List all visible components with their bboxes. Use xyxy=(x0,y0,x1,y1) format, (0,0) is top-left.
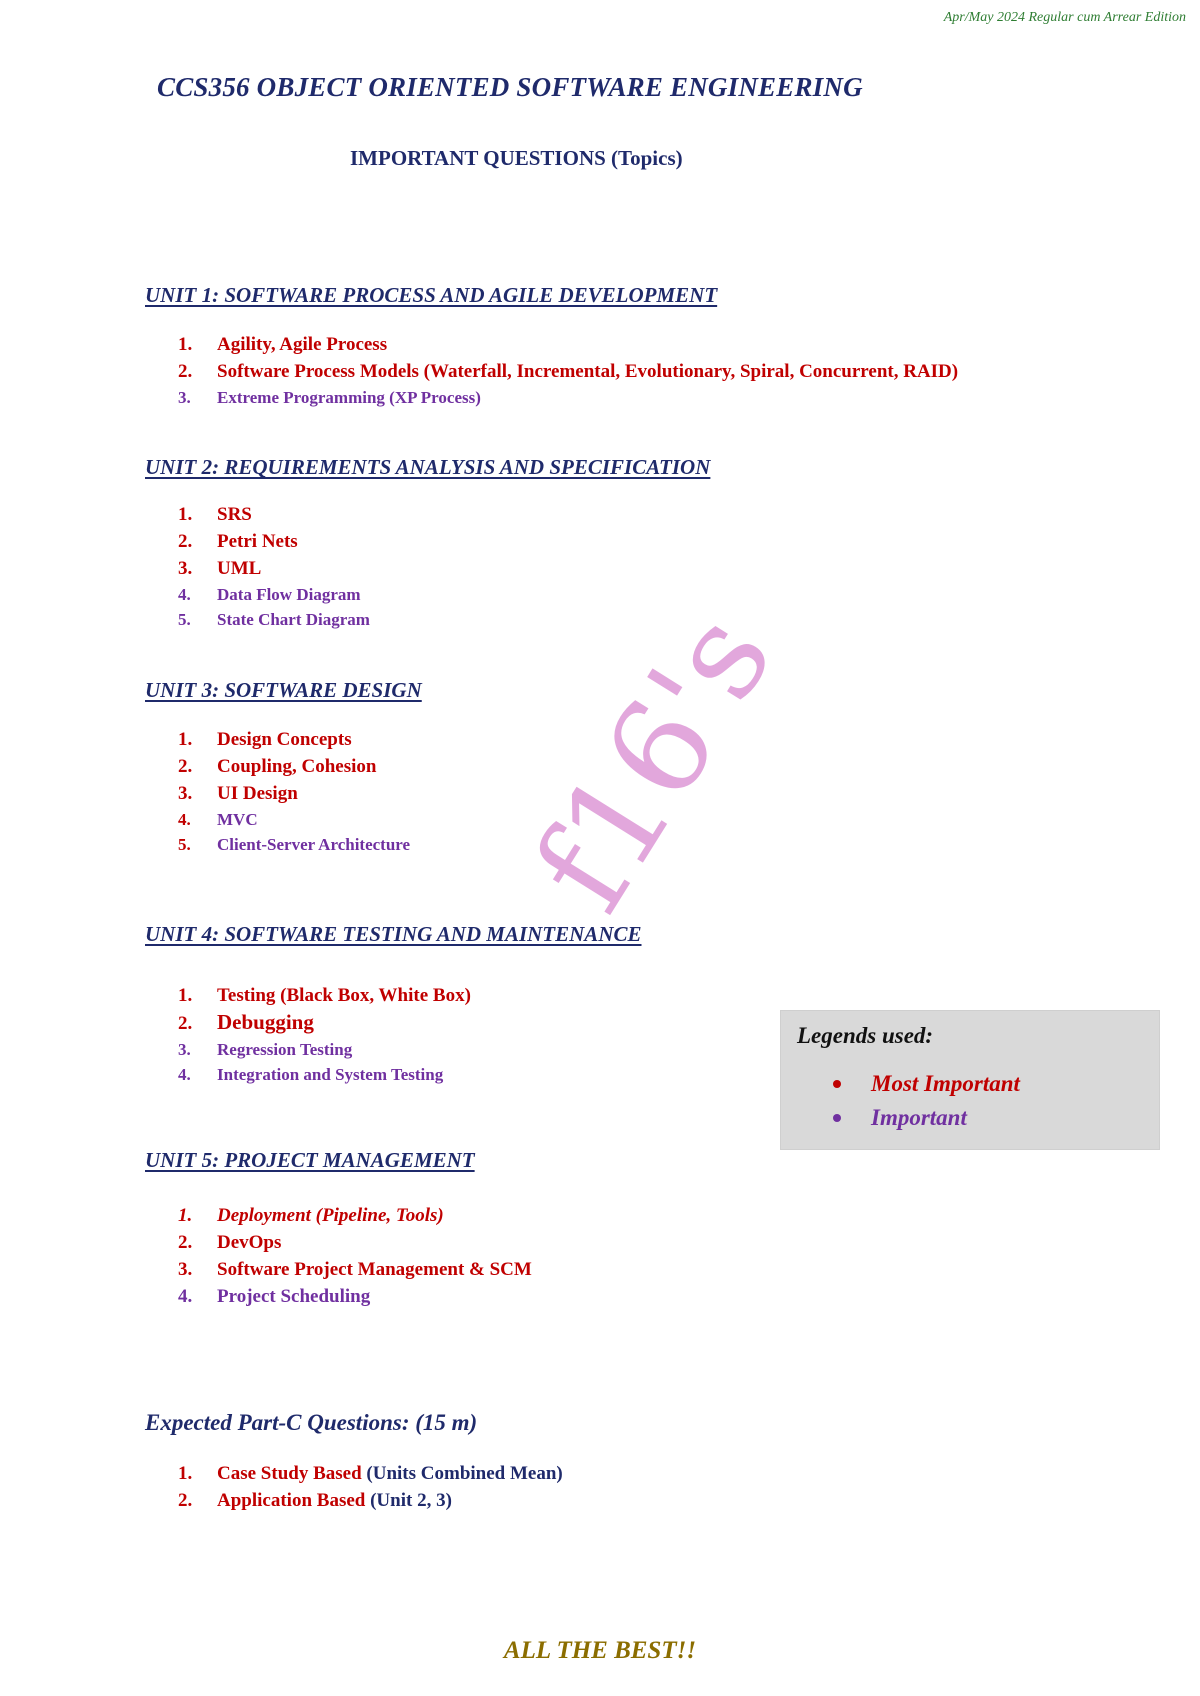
legend-box xyxy=(780,1010,1160,1150)
bullet-icon xyxy=(833,1080,841,1088)
part-c-topics xyxy=(178,1460,563,1514)
page-subtitle: IMPORTANT QUESTIONS (Topics) xyxy=(350,146,683,170)
closing-message: ALL THE BEST!! xyxy=(503,1637,697,1664)
list-item: 3. Software Project Management & SCM xyxy=(178,1259,532,1280)
unit-2-topics xyxy=(178,501,370,632)
list-item: 2. Application Based (Unit 2, 3) xyxy=(178,1490,452,1511)
list-item: 1. Design Concepts xyxy=(178,729,352,750)
list-item: 2. Debugging xyxy=(178,1010,314,1034)
list-item: 5. State Chart Diagram xyxy=(178,610,370,629)
part-c-heading: Expected Part-C Questions: (15 m) xyxy=(145,1410,478,1435)
unit-1-heading: UNIT 1: SOFTWARE PROCESS AND AGILE DEVELOPMENT xyxy=(145,283,718,307)
list-item: 2. Petri Nets xyxy=(178,531,298,552)
legend-item-most-important: Most Important xyxy=(833,1071,1020,1097)
unit-3-topics xyxy=(178,726,410,857)
unit-2-heading: UNIT 2: REQUIREMENTS ANALYSIS AND SPECIFICATION xyxy=(145,455,711,479)
edition-label: Apr/May 2024 Regular cum Arrear Edition xyxy=(943,10,1186,25)
unit-1-topics xyxy=(178,331,958,410)
list-item: 2. Coupling, Cohesion xyxy=(178,756,377,777)
list-item: 3. UI Design xyxy=(178,783,298,804)
list-item: 2. DevOps xyxy=(178,1232,282,1253)
unit-4-topics xyxy=(178,982,471,1087)
list-item: 4. Integration and System Testing xyxy=(178,1065,444,1084)
bullet-icon xyxy=(833,1114,841,1122)
list-item: 1. Testing (Black Box, White Box) xyxy=(178,985,471,1006)
list-item: 1. SRS xyxy=(178,504,252,525)
list-item: 1. Deployment (Pipeline, Tools) xyxy=(178,1205,444,1226)
legend-item-important: Important xyxy=(833,1105,967,1131)
list-item: 3. Extreme Programming (XP Process) xyxy=(178,388,481,407)
list-item: 4. MVC xyxy=(178,810,258,829)
list-item: 3. UML xyxy=(178,558,262,579)
list-item: 1. Agility, Agile Process xyxy=(178,334,388,355)
watermark: f16's xyxy=(505,587,802,936)
unit-3-heading: UNIT 3: SOFTWARE DESIGN xyxy=(145,678,422,702)
unit-4-heading: UNIT 4: SOFTWARE TESTING AND MAINTENANCE xyxy=(145,922,642,946)
list-item: 3. Regression Testing xyxy=(178,1040,353,1059)
list-item: 4. Project Scheduling xyxy=(178,1286,371,1307)
unit-5-heading: UNIT 5: PROJECT MANAGEMENT xyxy=(145,1148,475,1172)
unit-5-topics xyxy=(178,1202,532,1310)
list-item: 2. Software Process Models (Waterfall, Incremental, Evolutionary, Spiral, Concurrent, RAID) xyxy=(178,361,959,382)
list-item: 1. Case Study Based (Units Combined Mean) xyxy=(178,1463,563,1484)
page-title: CCS356 OBJECT ORIENTED SOFTWARE ENGINEERING xyxy=(157,72,863,102)
list-item: 4. Data Flow Diagram xyxy=(178,585,361,604)
list-item: 5. Client-Server Architecture xyxy=(178,835,411,854)
legend-title: Legends used: xyxy=(797,1023,934,1048)
